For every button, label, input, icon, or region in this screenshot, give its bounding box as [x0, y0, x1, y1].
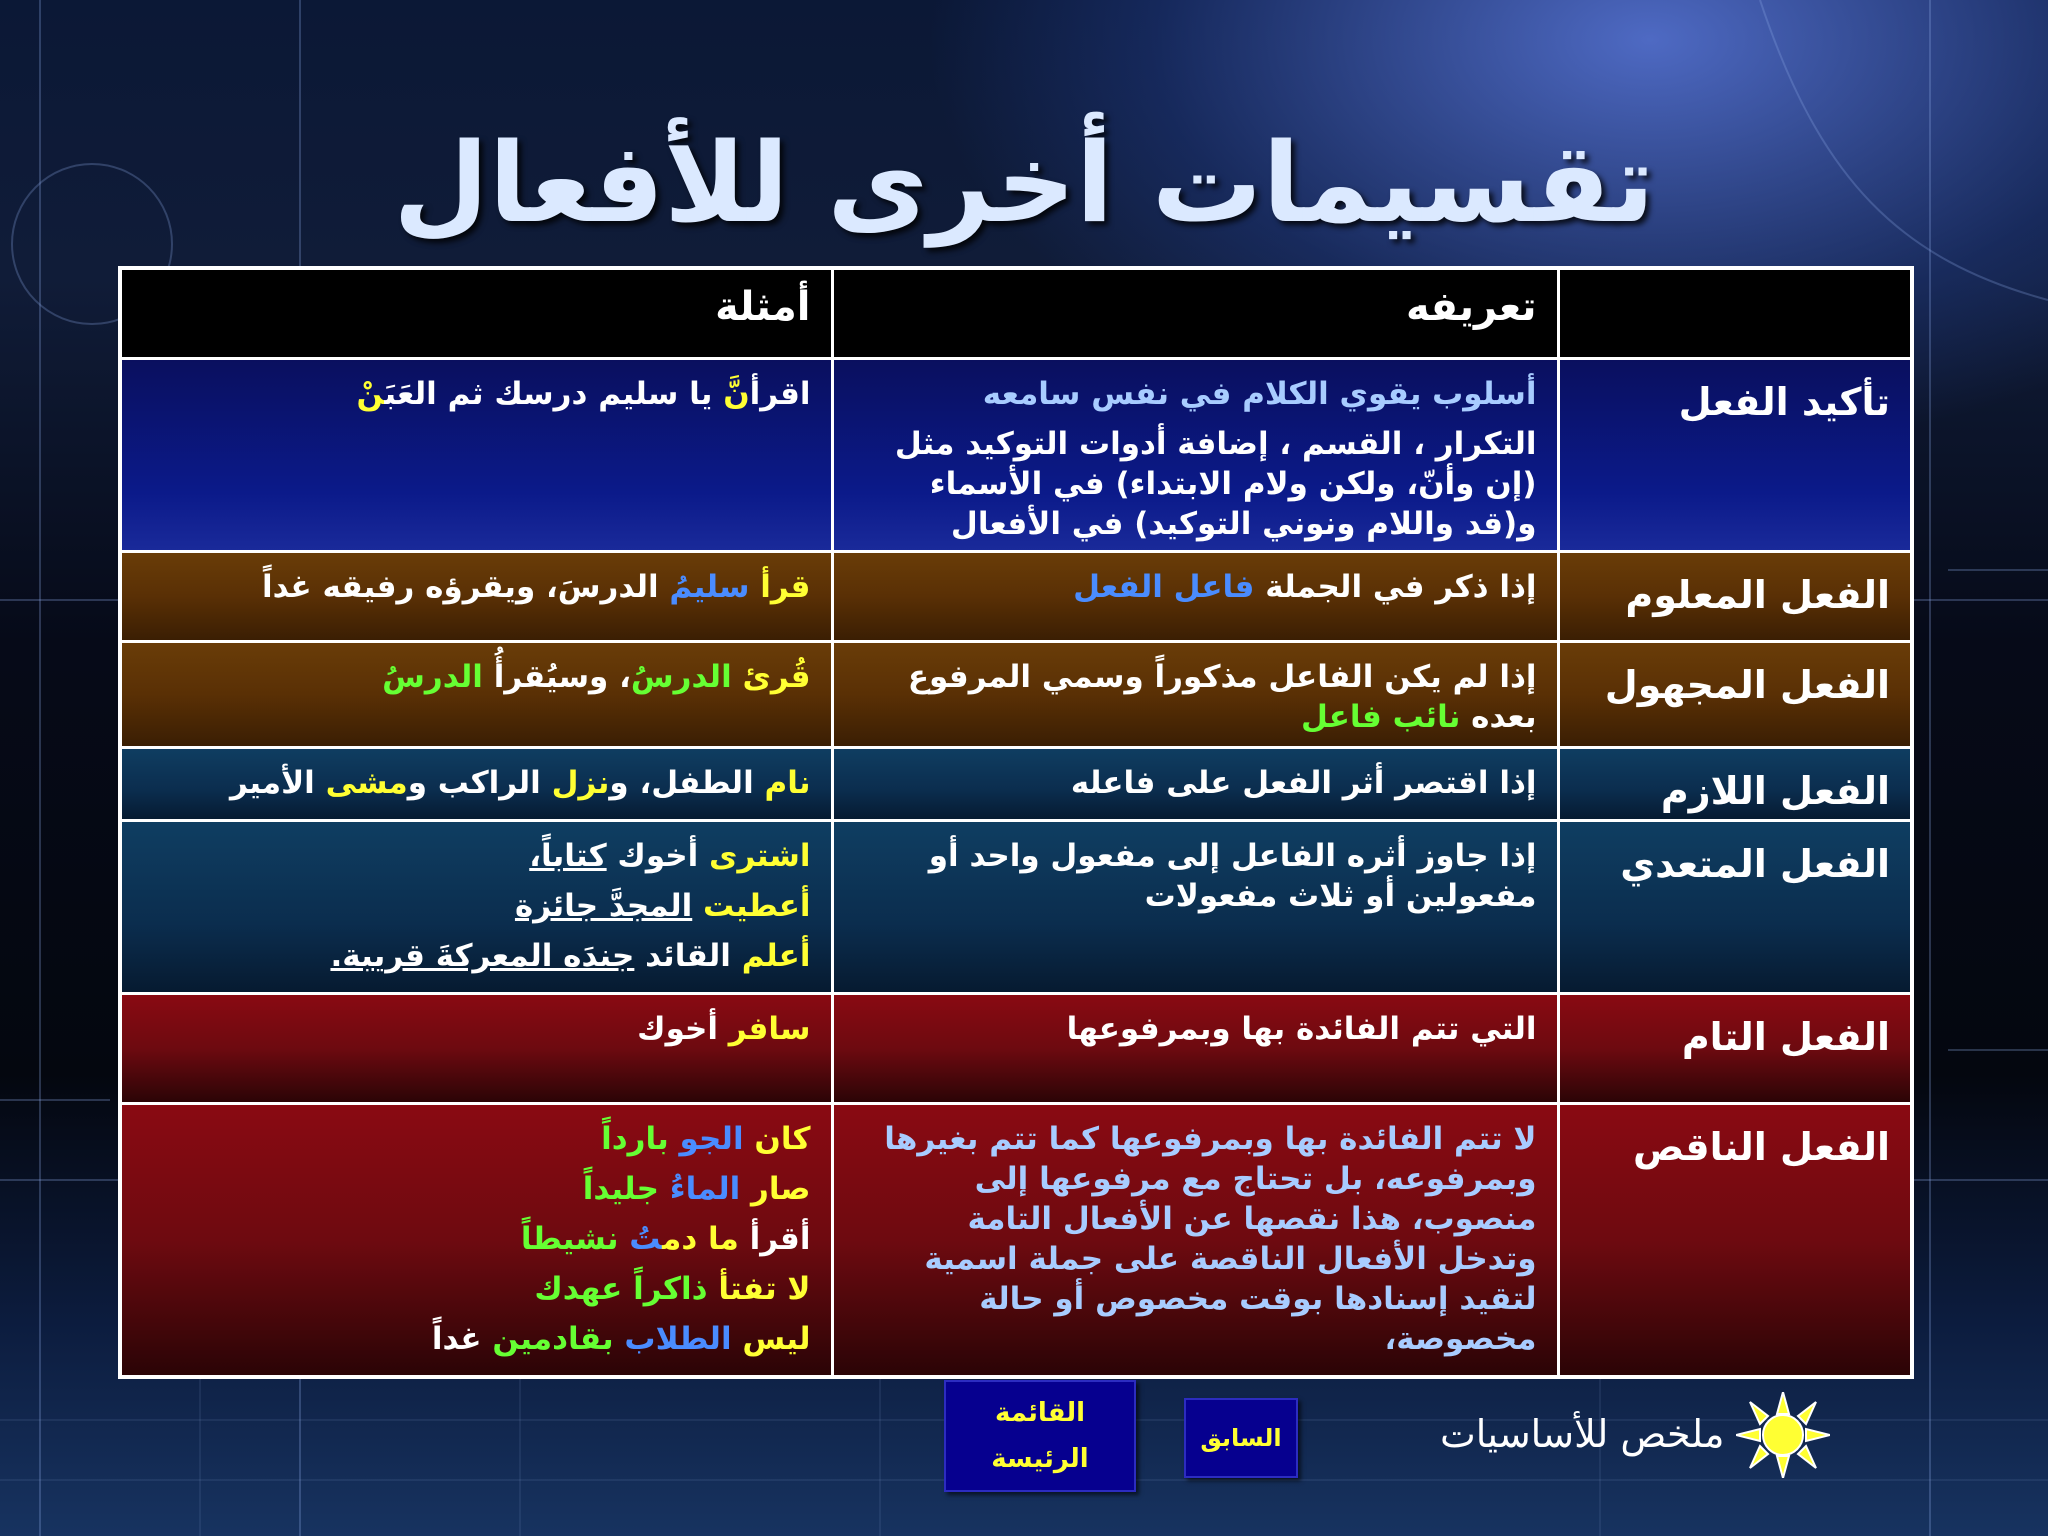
example-fragment: َنْ: [356, 375, 385, 412]
example-fragment: قرأ: [749, 568, 811, 605]
definition-passive: [832, 641, 1558, 747]
example-fragment: الماءُ: [669, 1170, 741, 1207]
example-fragment: ، وسيُقرأُ: [482, 658, 631, 695]
example-fragment: الطلاب: [624, 1320, 732, 1357]
definition-transitive: إذا جاوز أثره الفاعل إلى مفعول واحد أو مفعولين أو ثلاث مفعولات: [832, 820, 1558, 993]
example-fragment: الراكب و: [407, 764, 552, 801]
example-fragment: صار: [740, 1170, 811, 1207]
example-fragment: الدرسُ: [382, 658, 483, 695]
example-fragment: اقرأ: [749, 375, 811, 412]
example-fragment: أقرأ: [738, 1220, 811, 1257]
example-fragment: بقادمين: [492, 1320, 625, 1357]
example-fragment: أخوك: [606, 837, 710, 874]
example-fragment: الدرسُ: [630, 658, 732, 695]
example-line: [142, 886, 811, 926]
term-incomplete: الفعل الناقص: [1558, 1103, 1912, 1377]
page-title: تقسيمات أخرى للأفعال: [393, 119, 1655, 247]
definition-line: أسلوب يقوي الكلام في نفس سامعه: [982, 375, 1537, 412]
example-fragment: غداً: [431, 1320, 493, 1357]
definition-fragment: إذا لم يكن الفاعل مذكوراً وسمي المرفوع بعده: [907, 658, 1537, 735]
example-fragment: الطفل، و: [609, 764, 765, 801]
example-fragment: الجو: [679, 1120, 744, 1157]
definition-active: [832, 551, 1558, 641]
example-fragment: ما دم: [662, 1220, 739, 1257]
definition-fragment: فاعل الفعل: [1073, 568, 1255, 605]
examples-complete: [120, 993, 832, 1103]
definition-line: لا تتم الفائدة بها وبمرفوعها كما تتم بغيرها وبمرفوعه، بل تحتاج مع مرفوعها إلى منصوب، هذا نقصها عن الأفعال التامة: [884, 1120, 1537, 1237]
term-transitive: الفعل المتعدي: [1558, 820, 1912, 993]
example-line: [142, 836, 811, 876]
example-fragment: أعلم: [741, 937, 811, 974]
example-fragment: نام: [764, 764, 811, 801]
examples-emphasis: [120, 358, 832, 551]
example-fragment: بارداً: [601, 1120, 680, 1157]
table-row: [120, 993, 1912, 1103]
example-fragment: نشيطاً: [520, 1220, 630, 1257]
example-fragment: سليمُ: [669, 568, 750, 605]
example-fragment: يا سليم درسك ثم العَب: [384, 375, 724, 412]
example-fragment: نَّ: [723, 375, 750, 412]
definition-incomplete: [832, 1103, 1558, 1377]
definition-line: التكرار ، القسم ، إضافة أدوات التوكيد مثل (إن وأنّ، ولكن ولام الابتداء) في الأسماء و(قد واللام ونوني التوكيد) في الأفعال: [894, 425, 1537, 542]
previous-button[interactable]: السابق: [1184, 1398, 1298, 1478]
examples-active: [120, 551, 832, 641]
example-fragment: عهدك: [534, 1270, 634, 1307]
term-active: الفعل المعلوم: [1558, 551, 1912, 641]
examples-passive: [120, 641, 832, 747]
examples-incomplete: [120, 1103, 832, 1377]
header-examples: أمثلة: [120, 268, 832, 358]
term-complete: الفعل التام: [1558, 993, 1912, 1103]
definition-emphasis: [832, 358, 1558, 551]
example-line: [142, 1119, 811, 1159]
examples-intransitive: [120, 747, 832, 820]
example-fragment: تُ: [629, 1220, 663, 1257]
example-fragment: أخوك: [637, 1010, 729, 1047]
example-line: [142, 1169, 811, 1209]
example-line: [142, 1319, 811, 1359]
example-fragment: نزل: [551, 764, 610, 801]
table-row: [120, 551, 1912, 641]
example-fragment: كتاباً،: [529, 837, 607, 874]
table-row: [120, 1103, 1912, 1377]
example-fragment: ذاكراً: [633, 1270, 708, 1307]
table-row: [120, 358, 1912, 551]
example-fragment: الدرسَ، ويقرؤه رفيقه غداً: [261, 568, 670, 605]
term-emphasis: تأكيد الفعل: [1558, 358, 1912, 551]
examples-transitive: [120, 820, 832, 993]
example-fragment: أعطيت: [692, 887, 811, 924]
example-line: [142, 936, 811, 976]
example-fragment: الأمير: [229, 764, 326, 801]
example-fragment: قُرئ: [731, 658, 811, 695]
definition-fragment: إذا ذكر في الجملة: [1254, 568, 1537, 605]
example-fragment: ليس: [731, 1320, 811, 1357]
table-row: [120, 747, 1912, 820]
summary-link[interactable]: ملخص للأساسيات: [1440, 1412, 1725, 1456]
example-fragment: اشترى: [709, 837, 811, 874]
example-fragment: سافر: [728, 1010, 811, 1047]
example-fragment: كان: [743, 1120, 811, 1157]
header-term: [1558, 268, 1912, 358]
header-definition: تعريفه: [832, 268, 1558, 358]
table-row: [120, 820, 1912, 993]
example-fragment: جليداً: [582, 1170, 670, 1207]
example-line: [142, 1219, 811, 1259]
table-row: [120, 641, 1912, 747]
table-header-row: [120, 268, 1912, 358]
example-fragment: القائد: [634, 937, 742, 974]
definition-line: وتدخل الأفعال الناقصة على جملة اسمية لتقيد إسنادها بوقت مخصوص أو حالة مخصوصة،: [924, 1240, 1537, 1357]
example-fragment: جندَه المعركةَ قريبة.: [330, 937, 635, 974]
example-fragment: المجدَّ جائزة: [514, 887, 693, 924]
definition-intransitive: إذا اقتصر أثر الفعل على فاعله: [832, 747, 1558, 820]
example-fragment: مشى: [325, 764, 408, 801]
definition-complete: التي تتم الفائدة بها وبمرفوعها: [832, 993, 1558, 1103]
definition-fragment: نائب فاعل: [1301, 698, 1461, 735]
term-intransitive: الفعل اللازم: [1558, 747, 1912, 820]
sun-icon[interactable]: [1736, 1392, 1830, 1478]
example-line: [142, 1269, 811, 1309]
term-passive: الفعل المجهول: [1558, 641, 1912, 747]
verb-classification-table: [118, 266, 1914, 1379]
main-menu-button[interactable]: القائمة الرئيسة: [944, 1380, 1136, 1492]
example-fragment: لا تفتأ: [707, 1270, 811, 1307]
